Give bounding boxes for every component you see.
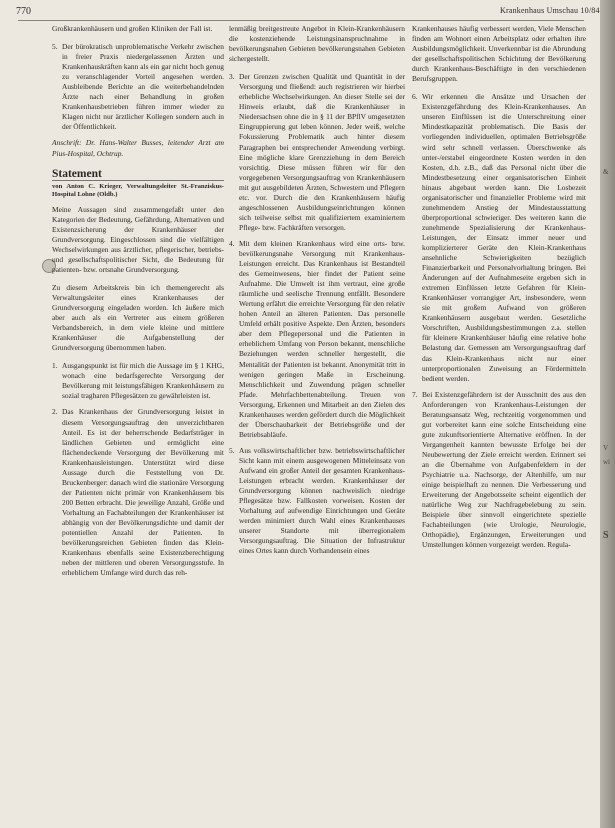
- paragraph: Meine Aussagen sind zusammengefaßt unter den Kategorien der Bedeutung, Gefährdung, Alternativen und Existenzsicherung der Krankenhäuser der Grundversorgung. Eingeschlossen sind die vielfältigen Wechselwirkungen aus ärztlicher, pflegerischer, betriebs- und gesellschaftspolitischer Sicht, die Bedeutung für patienten- bzw. ortsnahe Grundversorgung.: [52, 204, 224, 274]
- list-item: [229, 72, 405, 233]
- list-item: [412, 390, 586, 551]
- list-number: 4.: [229, 238, 235, 248]
- column-left: [52, 24, 224, 584]
- list-item: [412, 92, 586, 383]
- statement-byline: von Anton C. Krieger, Verwaltungsleiter St.-Franziskus-Hospital Lohne (Oldb.): [52, 182, 224, 198]
- edge-text: S: [603, 530, 609, 541]
- list-text: Bei Existenzgefährdern ist der Ausschnitt des aus den Anforderungen von Krankenhaus-Leistungen der Beratungsansatz Weg, rechtzeitig vorgenommen und gut vorbereitet kann eine solche Entscheidung eine gute zukunftsorientierte Alternative eröffnen. In der Vergangenheit kannten bewusste Erfolge bei der Neubewertung der Ziele erreicht werden. Erinnert sei an die Übernahme von Aufgabenfeldern in der Psychiatrie u.a. Nachsorge, der Altenhilfe, um nur einige beispielhaft zu nennen. Die Verbesserung und Erweiterung der Angebotsseite scheint eigentlich der natürliche Weg zur Nachfragebelebung zu sein. Beispiele über sinnvoll eingerichtete spezielle Fachabteilungen (wie Urologie, Neurologie, Orthopädie), Ergänzungen, Erweiterungen und Umstellungen können vorgezeigt werden. Regula-: [422, 389, 586, 550]
- list-text: Das Krankenhaus der Grundversorgung leistet in diesem Versorgungsauftrag den unverzichtbaren Anteil. Es ist der beherrschende Bedarfsträger in ländlichen Gebieten und ermöglicht eine flächendeckende Versorgung der Bevölkerung mit Krankenhausleistungen. Unterstützt wird diese Aussage durch die Feststellung von Dr. Bruckenberger: danach wird die stationäre Versorgung der Patienten nicht primär von Krankenhäusern bis 200 Betten erbracht. Die jeweilige Anzahl, Größe und Vorhaltung an Fachabteilungen der Krankenhäuser ist abhängig von der Bevölkerungsdichte und damit der potentiellen Anzahl der Patienten. In bevölkerungsreichen Gebieten finden das Klein-Krankenhaus ebenfalls seine Existenzberechtigung neben der mittleren und oberen Versorgungsstufe. In erheblichem Umfange wird durch das reh-: [62, 407, 224, 578]
- list-text: Der bürokratisch unproblematische Verkehr zwischen in freier Praxis niedergelassenen Ärzten und Krankenhauskräften kann als ein gar nicht hoch genug zu veranschlagender Vorteil angesehen werden. Ausbleibende Berichte an die weiterbehandelnden Ärzte nach einer Behandlung in großen Krankenhausbetrieben führen immer wieder zu Klagen nicht nur ärztlicher Kollegen sondern auch in der Öffentlichkeit.: [62, 42, 224, 132]
- list-number: 7.: [412, 389, 418, 399]
- author-note: Anschrift: Dr. Hans-Walter Busses, leitender Arzt am Pius-Hospital, Ochtrup.: [52, 138, 224, 158]
- adjacent-page-edge: [600, 0, 615, 828]
- list-item: [229, 239, 405, 440]
- running-title: Krankenhaus Umschau 10/84: [500, 6, 600, 15]
- paragraph: lenmäßig breitgestreute Angebot in Klein-Krankenhäusern die kostenziehende Leistungsinanspruchnahme in bevölkerungsnahen Gebieten bevölkerungsnahen Gebieten sichergestellt.: [229, 24, 405, 64]
- list-number: 6.: [412, 92, 418, 102]
- list-item: [52, 407, 224, 578]
- list-number: 1.: [52, 361, 58, 371]
- edge-text: V: [603, 444, 609, 452]
- paragraph: Krankenhauses häufig verbessert werden, Viele Menschen finden am Wohnort einen Arbeitsplatz oder erhalten ihre Ausbildungsmöglichkeit. Unverkennbar ist die Abrundung der gesellschaftspolitischen Schichtung der Bevölkerung durch Krankenhaus-Beschäftigte in den verschiedenen Berufsgruppen.: [412, 24, 586, 84]
- list-item: [229, 446, 405, 557]
- page-number: 770: [16, 6, 31, 17]
- list-number: 3.: [229, 72, 235, 82]
- statement-heading: Statement: [52, 167, 102, 180]
- list-text: Ausgangspunkt ist für mich die Aussage im § 1 KHG, wonach eine bedarfsgerechte Versorgung der Bevölkerung mit leistungsfähigen Krankenhäusern zu sozial tragbaren Pflegesätzen zu gewährleisten ist.: [62, 361, 224, 401]
- list-number: 2.: [52, 407, 58, 417]
- list-item: [52, 42, 224, 132]
- list-item: [52, 361, 224, 401]
- list-number: 5.: [229, 445, 235, 455]
- edge-text: &: [603, 168, 609, 176]
- paragraph: Großkrankenhäusern und großen Kliniken der Fall ist.: [52, 24, 213, 33]
- list-text: Wir erkennen die Ansätze und Ursachen der Existenzgefährdung des Klein-Krankenhauses. An unseren Einflüssen ist die Unterschreitung einer Mindestkapazität problematisch. Die Basis der vorliegenden individuellen, optimalen Betriebsgröße wird sehr schnell verlassen. Überschwenke als unter-/erstabel eingeordnete Kosten werden in den Kosten, d.h. z.B., daß das Personal nicht über die Mindestbesetzung einer organisatorischen Einheit hinaus abgebaut werden kann. Die Losbezeit organisatorischer und finanzieller Probleme wird mit zunehmendem Anstieg der Mindestausstattung überproportional schwieriger. Des weiteren kann die zunehmende Spezialisierung der Krankenhaus-Leistungen, der Einsatz immer neuer und komplizierterer Geräte den Klein-Krankenhaus ansehnliche Schwierigkeiten bezüglich Finanzierbarkeit und Personalvorhaltung bringen. Bei Änderungen auf der Aufnahmeseite ergeben sich in extremen Einflüssen letzte Gefahren für Klein-Krankenhäuser vorrangiger Art, insbesondere, wenn sie mit großem Aufwand von größeren Krankenhäusern ausgebaut werden. Gesetzliche Vorschriften, Ausbildungsbestimmungen z.a. stellen für kleinere Krankenhäuser häufig eine relative hohe Belastung dar. Gemessen am Versorgungsauftrag darf das Klein-Krankenhaus nicht nur einer unterproportionalen Zuweisung an Fördermitteln bedient werden.: [422, 92, 586, 383]
- list-text: Der Grenzen zwischen Qualität und Quantität in der Versorgung und fließend: auch registrieren wir hierbei erhebliche Wechselwirkungen. An dieser Stelle sei der Hinweis erlaubt, daß die Krankenhäuser in Niedersachsen ohne die in § 11 der BPflV umgesetzten Eingruppierung gut leben können. Jeder weiß, welche Fokussierung Problematik auch hinter diesem Paragraphen bei entsprechender Anwendung verbirgt. Eine mögliche klare Grenzziehung in dem Bereich vorsichtig. Diese müssen führen wir für den vorgegebenen Versorgungsauftrag von Krankenhäusern mit gut ausgebildeten Ärzten, Schwestern und Pflegern etc. vor. Durch die den Krankenhäusern häufig angeschlossenen Ausbildungseinrichtungen können sich teilweise selbst mit qualifiziertem examiniertem Pflege- bzw. Fachkräften versorgen.: [239, 72, 405, 232]
- paragraph: Zu diesem Arbeitskreis bin ich themengerecht als Verwaltungsleiter eines Krankenhauses der Grundversorgung eingeladen worden. Ich äußere mich aber auch als ein Vertreter aus einem größeren Verbandsbereich, in dem viele kleine und mittlere Krankenhäuser die Aufgabenstellung der Grundversorgung übernommen haben.: [52, 282, 224, 353]
- list-text: Aus volkswirtschaftlicher bzw. betriebswirtschaftlicher Sicht kann mit einem ausgewogenen Mitteleinsatz von Aufwand ein großer Anteil der gesamten Krankenhaus-Leistungen erbracht werden. Krankenhäuser der Grundversorgung können nachweislich niedrige Pflegesätze bzw. Fallkosten vorweisen. Kosten der Vorhaltung auf aufwendige Einrichtungen und Geräte werden minimiert durch Wahl eines Krankenhauses unserer Standorte mit überregionalem Versorgungsauftrag. Die Situation der Infrastruktur eines Ortes kann durch Vorhandensein eines: [239, 445, 405, 556]
- statement-rule: [52, 180, 224, 181]
- edge-text: wi: [603, 458, 610, 466]
- column-middle: [229, 24, 405, 562]
- list-number: 5.: [52, 42, 58, 52]
- header-rule: [18, 20, 584, 21]
- column-right: [412, 24, 586, 556]
- list-text: Mit dem kleinen Krankenhaus wird eine orts- bzw. bevölkerungsnahe Versorgung mit Krankenhaus-Leistungen erreicht. Das Krankenhaus ist Bestandteil des Gemeinwesens, hier findet der Patient seine Aufnahme. Die Umwelt ist ihm vertraut, eine große räumliche und seelische Trennung entfällt. Besondere Wertung erfährt die erreichte Versorgung für den relativ hohen Anteil an älteren Patienten. Das personelle Umfeld erhält positive Aspekte. Den Ärzten, besonders aber dem Pflegepersonal und die Patienten in erheblichem Umfang von Person bekannt, menschliche Beziehungen werden schneller hergestellt, die Mentalität der Patienten ist bekannt. Anonymität tritt in wenigen geringen Maße in Erscheinung. Menschlichkeit und Zuwendung prägen schneller Pfade. Mehrfachbettenabteilung. Treuen von Versorgung, Erkennen und Mitarbeit an den Zielen des Krankenhauses werden gefördert durch die Möglichkeit der Überschaubarkeit der Betriebsgröße und der Betriebsabläufe.: [239, 238, 405, 439]
